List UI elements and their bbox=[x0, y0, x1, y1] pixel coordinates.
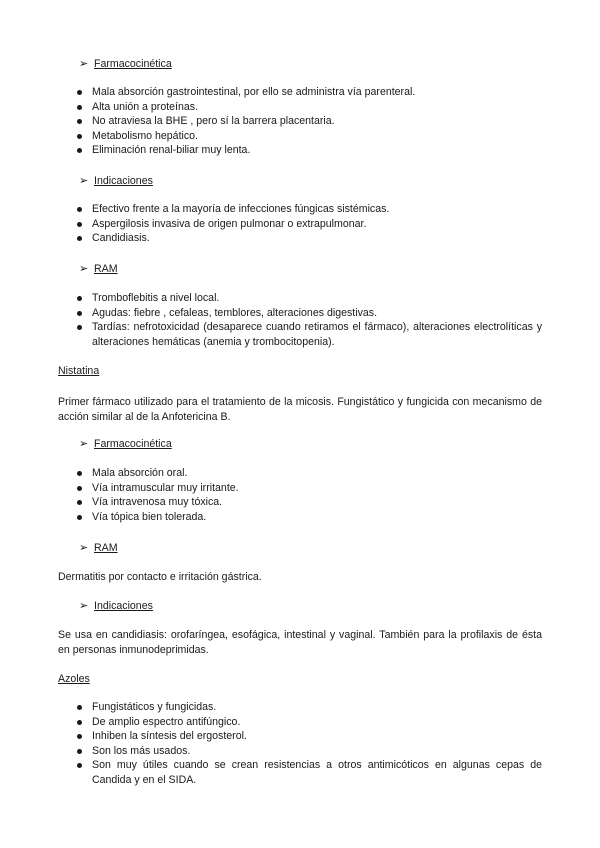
nistatina-indicaciones-text: Se usa en candidiasis: orofaríngea, esofágica, intestinal y vaginal. También para la profilaxis de ésta en personas inmunodeprimidas. bbox=[58, 629, 542, 656]
subheading-ram bbox=[79, 262, 118, 275]
bullet-icon bbox=[77, 705, 82, 710]
bullet-icon bbox=[77, 500, 82, 505]
arrow-bullet-icon: ➢ bbox=[79, 263, 89, 275]
arrow-bullet-icon: ➢ bbox=[79, 542, 89, 554]
subheading-ram bbox=[79, 541, 118, 554]
nistatina-intro: Primer fármaco utilizado para el tratamiento de la micosis. Fungistático y fungicida con mecanismo de acción similar al de la Anfotericina B. bbox=[58, 396, 542, 423]
bullet-icon bbox=[77, 734, 82, 739]
arrow-bullet-icon: ➢ bbox=[79, 438, 89, 450]
list-item: No atraviesa la BHE , pero sí la barrera placentaria. bbox=[0, 114, 600, 129]
list-item: Son los más usados. bbox=[0, 744, 600, 759]
bullet-icon bbox=[77, 720, 82, 725]
list-item: Agudas: fiebre , cefaleas, temblores, alteraciones digestivas. bbox=[0, 306, 600, 321]
list-item: De amplio espectro antifúngico. bbox=[0, 715, 600, 730]
list-item: Son muy útiles cuando se crean resistencias a otros antimicóticos en algunas cepas de Candida y en el SIDA. bbox=[0, 758, 600, 787]
bullet-icon bbox=[77, 236, 82, 241]
bullet-icon bbox=[77, 148, 82, 153]
subheading-label: Farmacocinética bbox=[94, 437, 172, 450]
list-item: Metabolismo hepático. bbox=[0, 129, 600, 144]
subheading-farmacocinetica bbox=[79, 57, 172, 70]
indicaciones-list bbox=[0, 202, 600, 246]
bullet-icon bbox=[77, 134, 82, 139]
list-item: Tardías: nefrotoxicidad (desaparece cuando retiramos el fármaco), alteraciones electrolíticas y alteraciones hemáticas (anemia y trombocitopenia). bbox=[0, 320, 600, 349]
section-title-nistatina: Nistatina bbox=[58, 365, 100, 377]
subheading-indicaciones bbox=[79, 174, 153, 187]
subheading-label: Indicaciones bbox=[94, 174, 153, 187]
list-item: Vía tópica bien tolerada. bbox=[0, 510, 600, 525]
list-item: Vía intravenosa muy tóxica. bbox=[0, 495, 600, 510]
subheading-label: Farmacocinética bbox=[94, 57, 172, 70]
list-item: Inhiben la síntesis del ergosterol. bbox=[0, 729, 600, 744]
list-item: Efectivo frente a la mayoría de infecciones fúngicas sistémicas. bbox=[0, 202, 600, 217]
bullet-icon bbox=[77, 90, 82, 95]
subheading-farmacocinetica bbox=[79, 437, 172, 450]
list-item: Candidiasis. bbox=[0, 231, 600, 246]
bullet-icon bbox=[77, 207, 82, 212]
nistatina-farmacocinetica-list bbox=[0, 466, 600, 524]
arrow-bullet-icon: ➢ bbox=[79, 600, 89, 612]
bullet-icon bbox=[77, 515, 82, 520]
arrow-bullet-icon: ➢ bbox=[79, 175, 89, 187]
bullet-icon bbox=[77, 119, 82, 124]
subheading-label: RAM bbox=[94, 262, 118, 275]
list-item: Aspergilosis invasiva de origen pulmonar o extrapulmonar. bbox=[0, 217, 600, 232]
list-item: Eliminación renal-biliar muy lenta. bbox=[0, 143, 600, 158]
subheading-label: Indicaciones bbox=[94, 599, 153, 612]
bullet-icon bbox=[77, 311, 82, 316]
bullet-icon bbox=[77, 471, 82, 476]
subheading-indicaciones bbox=[79, 599, 153, 612]
bullet-icon bbox=[77, 325, 82, 330]
subheading-label: RAM bbox=[94, 541, 118, 554]
section-title-azoles: Azoles bbox=[58, 673, 90, 685]
bullet-icon bbox=[77, 222, 82, 227]
ram-list bbox=[0, 291, 600, 349]
farmacocinetica-list bbox=[0, 85, 600, 158]
azoles-list bbox=[0, 700, 600, 788]
bullet-icon bbox=[77, 749, 82, 754]
list-item: Tromboflebitis a nivel local. bbox=[0, 291, 600, 306]
list-item: Alta unión a proteínas. bbox=[0, 100, 600, 115]
bullet-icon bbox=[77, 763, 82, 768]
list-item: Vía intramuscular muy irritante. bbox=[0, 481, 600, 496]
list-item: Fungistáticos y fungicidas. bbox=[0, 700, 600, 715]
list-item: Mala absorción oral. bbox=[0, 466, 600, 481]
bullet-icon bbox=[77, 105, 82, 110]
list-item: Mala absorción gastrointestinal, por ello se administra vía parenteral. bbox=[0, 85, 600, 100]
arrow-bullet-icon: ➢ bbox=[79, 58, 89, 70]
bullet-icon bbox=[77, 296, 82, 301]
bullet-icon bbox=[77, 486, 82, 491]
nistatina-ram-text: Dermatitis por contacto e irritación gástrica. bbox=[58, 571, 262, 583]
